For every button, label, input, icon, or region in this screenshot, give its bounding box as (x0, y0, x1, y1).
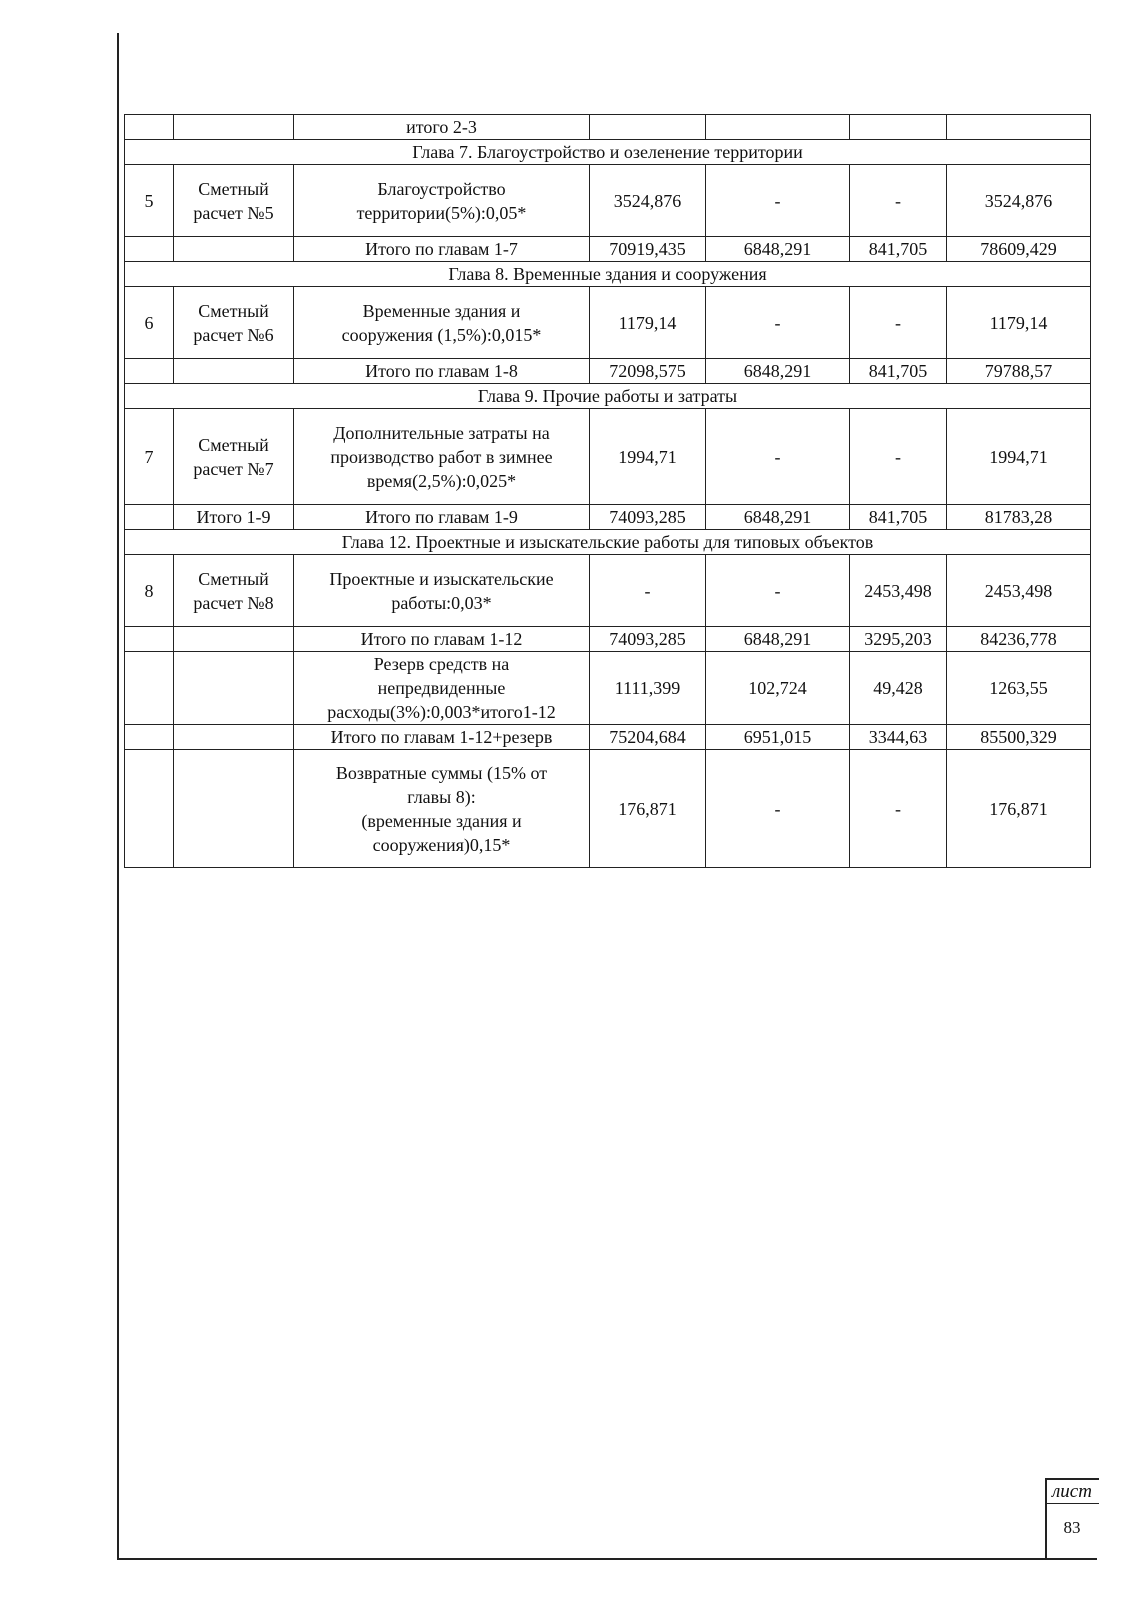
cost-value-v4: 1994,71 (947, 409, 1091, 505)
description-line: Итого по главам 1-7 (365, 239, 518, 259)
cost-value-v3: - (850, 750, 947, 868)
work-description (294, 750, 590, 868)
row-number: 8 (125, 555, 174, 627)
work-description (294, 287, 590, 359)
cost-value-v4: 2453,498 (947, 555, 1091, 627)
total-row (125, 237, 1091, 262)
cost-value-v4: 1263,55 (947, 652, 1091, 725)
sheet-label: лист (1045, 1480, 1099, 1504)
cost-value-v1: 1111,399 (590, 652, 706, 725)
cost-value-v4: 78609,429 (947, 237, 1091, 262)
estimate-table-body (125, 115, 1091, 868)
work-description (294, 165, 590, 237)
work-description (294, 652, 590, 725)
total-row (125, 725, 1091, 750)
basis-line: Сметный (198, 434, 269, 455)
description-line: Итого по главам 1-8 (365, 361, 518, 381)
description-line: Итого по главам 1-9 (365, 507, 518, 527)
row-number (125, 505, 174, 530)
chapter-row (125, 140, 1091, 165)
row-number (125, 750, 174, 868)
row-number (125, 627, 174, 652)
work-description (294, 505, 590, 530)
frame-left-border (117, 33, 119, 1559)
estimate-basis (174, 555, 294, 627)
cost-value-v1: 176,871 (590, 750, 706, 868)
cost-value-v3: 841,705 (850, 237, 947, 262)
cost-value-v1 (590, 115, 706, 140)
chapter-row (125, 384, 1091, 409)
estimate-table (124, 114, 1091, 868)
work-description (294, 627, 590, 652)
chapter-title: Глава 8. Временные здания и сооружения (125, 262, 1091, 287)
cost-value-v1: 70919,435 (590, 237, 706, 262)
basis-line: расчет №6 (193, 324, 274, 345)
chapter-row (125, 530, 1091, 555)
work-description (294, 237, 590, 262)
description-line: итого 2-3 (406, 117, 477, 137)
estimate-basis (174, 359, 294, 384)
cost-value-v1: 75204,684 (590, 725, 706, 750)
row-number: 5 (125, 165, 174, 237)
description-line: время(2,5%):0,025* (366, 470, 517, 491)
table-row (125, 409, 1091, 505)
cost-value-v2: 6951,015 (706, 725, 850, 750)
sheet-number: 83 (1063, 1518, 1081, 1537)
cost-value-v4: 85500,329 (947, 725, 1091, 750)
row-number (125, 652, 174, 725)
frame-bottom-border (117, 1558, 1097, 1560)
description-line: главы 8): (407, 786, 476, 807)
cost-value-v3: - (850, 409, 947, 505)
cost-value-v1: 74093,285 (590, 505, 706, 530)
cost-value-v3 (850, 115, 947, 140)
basis-line: Сметный (198, 568, 269, 589)
basis-line: Сметный (198, 178, 269, 199)
work-description (294, 115, 590, 140)
estimate-basis (174, 287, 294, 359)
work-description (294, 555, 590, 627)
cost-value-v2: - (706, 750, 850, 868)
cost-value-v2: 6848,291 (706, 505, 850, 530)
cost-value-v1: - (590, 555, 706, 627)
total-row (125, 627, 1091, 652)
description-line: работы:0,03* (391, 592, 492, 613)
cost-value-v2 (706, 115, 850, 140)
cost-value-v4 (947, 115, 1091, 140)
cost-value-v3: 2453,498 (850, 555, 947, 627)
table-row (125, 652, 1091, 725)
basis-line: расчет №7 (193, 458, 274, 479)
cost-value-v2: - (706, 165, 850, 237)
description-line: сооружения (1,5%):0,015* (341, 324, 542, 345)
estimate-basis (174, 652, 294, 725)
row-number: 7 (125, 409, 174, 505)
cost-value-v1: 1994,71 (590, 409, 706, 505)
row-number (125, 359, 174, 384)
row-number (125, 725, 174, 750)
cost-value-v2: 6848,291 (706, 237, 850, 262)
table-row (125, 287, 1091, 359)
chapter-row (125, 262, 1091, 287)
description-line: Благоустройство (377, 178, 506, 199)
description-line: Дополнительные затраты на (333, 422, 550, 443)
basis-line: расчет №5 (193, 202, 274, 223)
cost-value-v3: - (850, 165, 947, 237)
cost-value-v4: 176,871 (947, 750, 1091, 868)
cost-value-v2: - (706, 287, 850, 359)
estimate-basis (174, 627, 294, 652)
cost-value-v3: 841,705 (850, 359, 947, 384)
cost-value-v1: 74093,285 (590, 627, 706, 652)
cost-value-v4: 84236,778 (947, 627, 1091, 652)
cost-value-v3: 841,705 (850, 505, 947, 530)
description-line: Итого по главам 1-12+резерв (330, 727, 553, 747)
cost-value-v2: 6848,291 (706, 359, 850, 384)
estimate-basis (174, 237, 294, 262)
cost-value-v3: 3344,63 (850, 725, 947, 750)
cost-value-v1: 1179,14 (590, 287, 706, 359)
work-description (294, 409, 590, 505)
estimate-basis (174, 750, 294, 868)
work-description (294, 725, 590, 750)
table-row (125, 165, 1091, 237)
description-line: непредвиденные (377, 678, 506, 698)
row-number (125, 237, 174, 262)
cost-value-v1: 3524,876 (590, 165, 706, 237)
description-line: Итого по главам 1-12 (360, 629, 523, 649)
estimate-basis (174, 165, 294, 237)
estimate-basis (174, 409, 294, 505)
cost-value-v1: 72098,575 (590, 359, 706, 384)
basis-line: расчет №8 (193, 592, 274, 613)
table-row (125, 750, 1091, 868)
chapter-title: Глава 9. Прочие работы и затраты (125, 384, 1091, 409)
description-line: Временные здания и (362, 300, 521, 321)
total-row (125, 505, 1091, 530)
cost-value-v2: - (706, 409, 850, 505)
chapter-title: Глава 7. Благоустройство и озеленение территории (125, 140, 1091, 165)
description-line: Резерв средств на (373, 654, 510, 674)
row-number: 6 (125, 287, 174, 359)
row-number (125, 115, 174, 140)
estimate-basis (174, 115, 294, 140)
description-line: Проектные и изыскательские (329, 568, 554, 589)
cost-value-v4: 1179,14 (947, 287, 1091, 359)
total-row (125, 359, 1091, 384)
total-row (125, 115, 1091, 140)
cost-value-v4: 3524,876 (947, 165, 1091, 237)
cost-value-v3: 49,428 (850, 652, 947, 725)
cost-value-v3: - (850, 287, 947, 359)
cost-value-v2: - (706, 555, 850, 627)
basis-line: Сметный (198, 300, 269, 321)
cost-value-v2: 6848,291 (706, 627, 850, 652)
description-line: производство работ в зимнее (330, 446, 553, 467)
cost-value-v2: 102,724 (706, 652, 850, 725)
cost-value-v4: 79788,57 (947, 359, 1091, 384)
description-line: территории(5%):0,05* (356, 202, 527, 223)
chapter-title: Глава 12. Проектные и изыскательские работы для типовых объектов (125, 530, 1091, 555)
description-line: расходы(3%):0,003*итого1-12 (327, 702, 556, 722)
description-line: сооружения)0,15* (372, 834, 511, 855)
description-line: (временные здания и (361, 810, 522, 831)
cost-value-v4: 81783,28 (947, 505, 1091, 530)
estimate-basis: Итого 1-9 (174, 505, 294, 530)
description-line: Возвратные суммы (15% от (335, 762, 548, 783)
estimate-basis (174, 725, 294, 750)
cost-value-v3: 3295,203 (850, 627, 947, 652)
work-description (294, 359, 590, 384)
table-row (125, 555, 1091, 627)
